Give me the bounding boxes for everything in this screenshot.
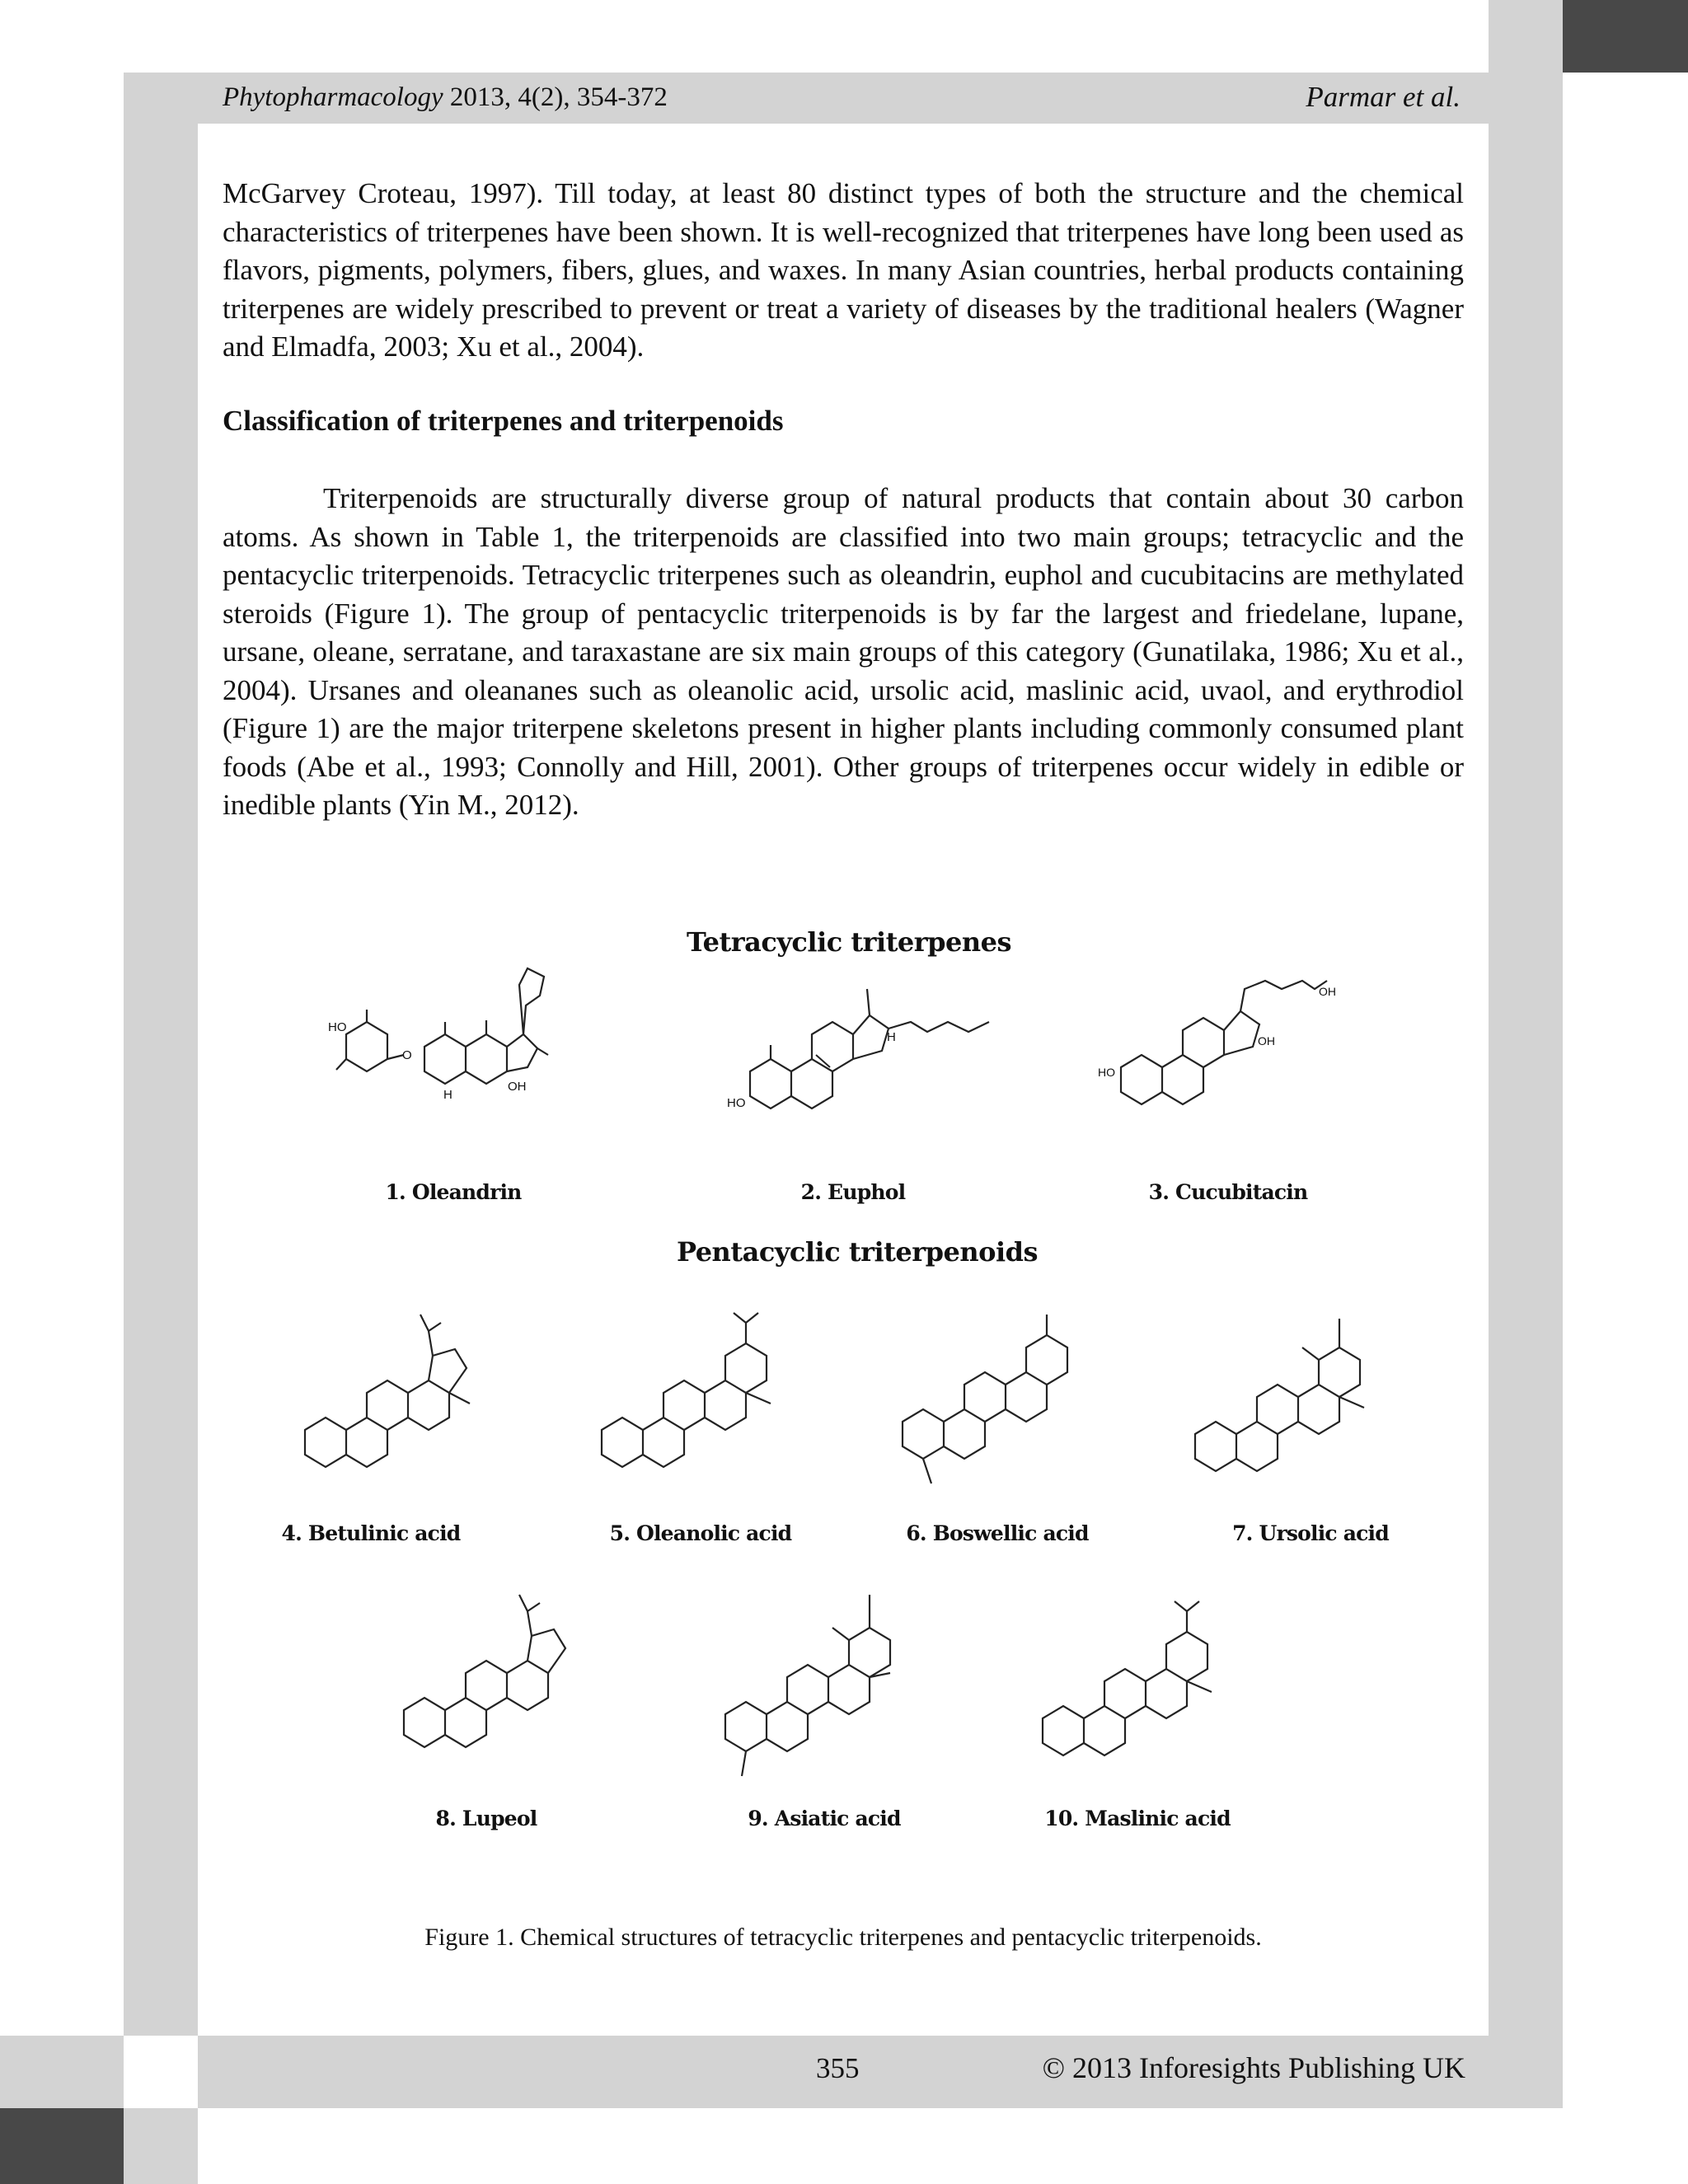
- structure-oleanolic-acid: [569, 1298, 832, 1504]
- compound-label: 8. Lupeol: [435, 1807, 537, 1830]
- atom-label: O: [402, 1048, 412, 1062]
- journal-name: Phytopharmacology: [223, 82, 443, 112]
- structure-asiatic-acid: [692, 1582, 956, 1788]
- atom-label: HO: [727, 1096, 746, 1110]
- frame-decoration: [124, 2108, 198, 2184]
- structure-boswellic-acid: [870, 1306, 1166, 1504]
- atom-label: OH: [508, 1080, 527, 1094]
- compound-label: 2. Euphol: [800, 1180, 906, 1204]
- compound-label: 7. Ursolic acid: [1232, 1521, 1389, 1545]
- page-number: 355: [816, 2052, 860, 2084]
- figure-group-title-tetracyclic: Tetracyclic triterpenes: [686, 926, 1012, 958]
- structure-maslinic-acid: [1010, 1586, 1273, 1793]
- body-paragraph: Triterpenoids are structurally diverse group of natural products that contain about 30 carbon atoms. As shown in Table 1, the triterpenoids are classified into two main groups; tetracyclic and the pentacyclic triterpenoids. Tetracyclic triterpenes such as oleandrin, euphol and cucubitacins are methylated steroids (Figure 1). The group of pentacyclic triterpenoids is by far the largest and friedelane, lupane, ursane, oleane, serratane, and taraxastane are six main groups of this category (Gunatilaka, 1986; Xu et al., 2004). Ursanes and oleananes such as oleanolic acid, ursolic acid, maslinic acid, uvaol, and erythrodiol (Figure 1) are the major triterpene skeletons present in higher plants including commonly consumed plant foods (Abe et al., 1993; Connolly and Hill, 2001). Other groups of triterpenes occur widely in edible or inedible plants (Yin M., 2012).: [223, 482, 1464, 821]
- copyright-notice: © 2013 Inforesights Publishing UK: [1042, 2051, 1465, 2084]
- frame-right-bar: [1489, 73, 1563, 2036]
- frame-decoration: [0, 2036, 124, 2108]
- running-header-authors: Parmar et al.: [1306, 81, 1461, 113]
- figure-caption: Figure 1. Chemical structures of tetracyclic triterpenes and pentacyclic triterpenoids.: [424, 1924, 1262, 1951]
- atom-label: H: [887, 1030, 896, 1044]
- compound-label: 3. Cucubitacin: [1148, 1180, 1308, 1204]
- structure-euphol: [717, 964, 1014, 1162]
- compound-label: 6. Boswellic acid: [906, 1521, 1089, 1545]
- atom-label: HO: [328, 1020, 347, 1034]
- section-heading: Classification of triterpenes and triterpenoids: [223, 405, 784, 437]
- structure-lupeol: [371, 1586, 618, 1784]
- atom-label: OH: [1258, 1034, 1275, 1047]
- frame-left-bar: [124, 73, 198, 2036]
- compound-label: 9. Asiatic acid: [748, 1807, 901, 1830]
- compound-label: 5. Oleanolic acid: [609, 1521, 792, 1545]
- atom-label: OH: [1319, 985, 1336, 998]
- structure-ursolic-acid: [1162, 1302, 1426, 1508]
- atom-label: HO: [1098, 1066, 1115, 1079]
- compound-label: 4. Betulinic acid: [281, 1521, 461, 1545]
- citation: 2013, 4(2), 354-372: [449, 82, 668, 112]
- compound-label: 1. Oleandrin: [385, 1180, 522, 1204]
- figure-group-title-pentacyclic: Pentacyclic triterpenoids: [676, 1236, 1039, 1268]
- atom-label: H: [443, 1088, 452, 1102]
- structure-oleandrin: [321, 956, 552, 1146]
- frame-decoration: [1489, 0, 1563, 73]
- structure-cucubitacin: [1096, 960, 1343, 1150]
- structure-betulinic-acid: [272, 1306, 519, 1504]
- corner-block-top-right: [1563, 0, 1688, 73]
- running-header-citation: [223, 82, 668, 113]
- corner-block-bottom-left: [0, 2108, 124, 2184]
- frame-right-margin: [1563, 73, 1688, 2036]
- body-paragraph: McGarvey Croteau, 1997). Till today, at least 80 distinct types of both the structure and the chemical characteristics of triterpenes have been shown. It is well-recognized that triterpenes have long been used as flavors, pigments, polymers, fibers, glues, and waxes. In many Asian countries, herbal products containing triterpenes are widely prescribed to prevent or treat a variety of diseases by the traditional healers (Wagner and Elmadfa, 2003; Xu et al., 2004).: [223, 177, 1464, 363]
- compound-label: 10. Maslinic acid: [1044, 1807, 1231, 1830]
